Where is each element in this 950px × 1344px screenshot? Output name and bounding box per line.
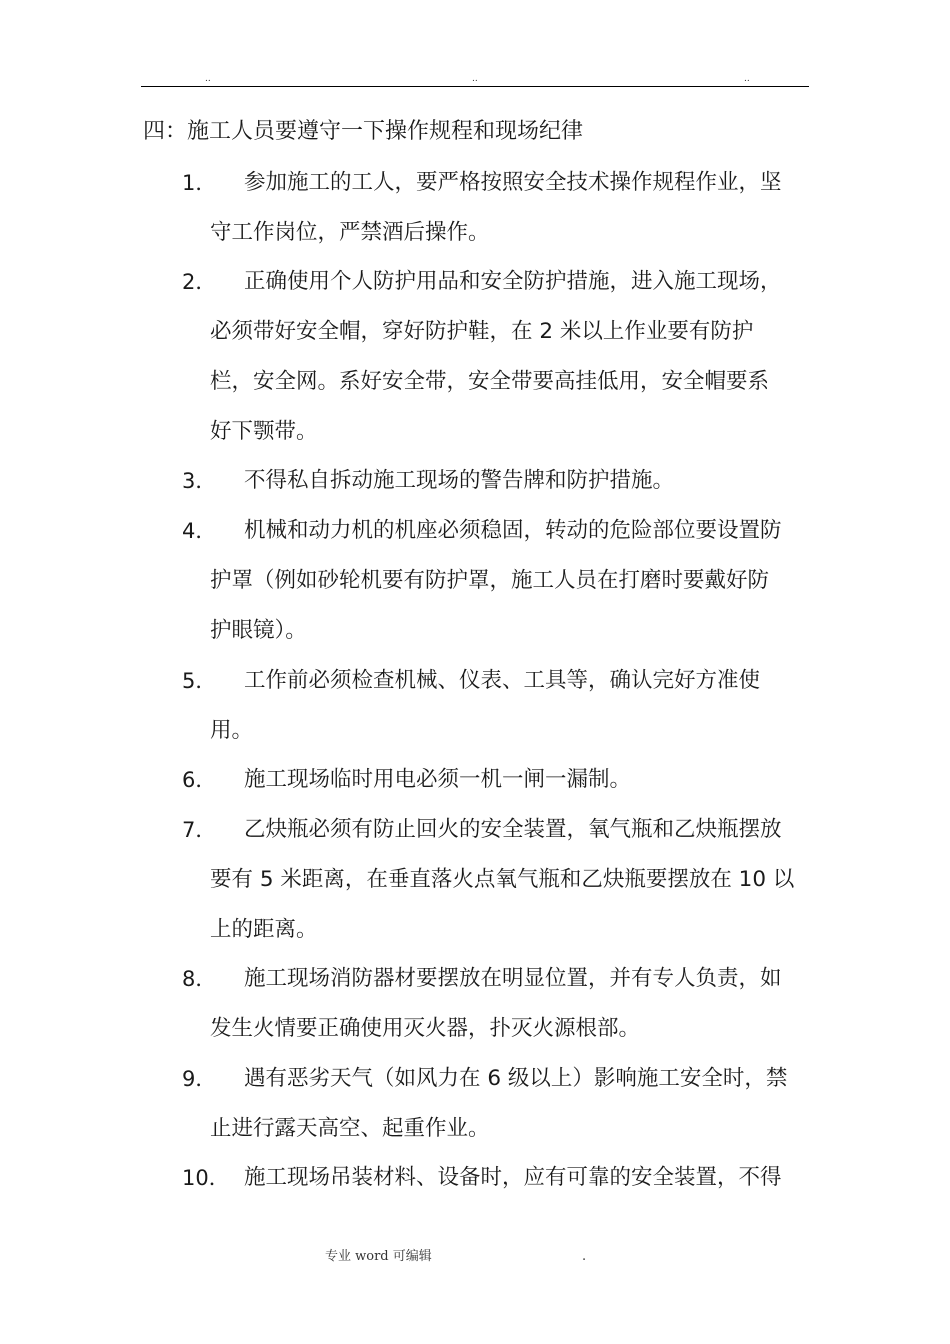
item-number: 3． bbox=[182, 469, 217, 493]
item-text-line: 工作前必须检查机械、仪表、工具等，确认完好方准使 bbox=[244, 668, 761, 693]
item-text-line: 遇有恶劣天气（如风力在 6 级以上）影响施工安全时，禁 bbox=[244, 1066, 788, 1091]
item-text-line: 要有 5 米距离，在垂直落火点氧气瓶和乙炔瓶要摆放在 10 以 bbox=[210, 867, 795, 892]
item-text-line: 守工作岗位，严禁酒后操作。 bbox=[210, 220, 490, 245]
section-title: 四：施工人员要遵守一下操作规程和现场纪律 bbox=[143, 119, 584, 144]
item-number: 8． bbox=[182, 967, 217, 991]
item-number: 10． bbox=[182, 1166, 230, 1190]
footer-label: 专业 word 可编辑 bbox=[325, 1249, 432, 1264]
header-rule bbox=[141, 86, 809, 87]
item-text-line: 止进行露天高空、起重作业。 bbox=[210, 1116, 490, 1141]
item-text-line: 不得私自拆动施工现场的警告牌和防护措施。 bbox=[244, 468, 675, 493]
item-text-line: 施工现场临时用电必须一机一闸一漏制。 bbox=[244, 767, 632, 792]
item-text-line: 施工现场消防器材要摆放在明显位置，并有专人负责，如 bbox=[244, 966, 782, 991]
header-mark-left: .. bbox=[205, 74, 211, 84]
item-text-line: 栏，安全网。系好安全带，安全带要高挂低用，安全帽要系 bbox=[210, 369, 770, 394]
item-number: 5． bbox=[182, 669, 217, 693]
item-text-line: 乙炔瓶必须有防止回火的安全装置，氧气瓶和乙炔瓶摆放 bbox=[244, 817, 782, 842]
item-text-line: 施工现场吊装材料、设备时，应有可靠的安全装置，不得 bbox=[244, 1165, 782, 1190]
header-mark-center: .. bbox=[472, 74, 478, 84]
item-text-line: 好下颚带。 bbox=[210, 419, 318, 444]
item-text-line: 用。 bbox=[210, 718, 254, 743]
footer-mark: . bbox=[582, 1249, 587, 1264]
item-number: 7． bbox=[182, 818, 217, 842]
item-number: 4． bbox=[182, 519, 217, 543]
item-text-line: 正确使用个人防护用品和安全防护措施，进入施工现场， bbox=[244, 269, 782, 294]
item-number: 6． bbox=[182, 768, 217, 792]
item-number: 2． bbox=[182, 270, 217, 294]
item-text-line: 护眼镜）。 bbox=[210, 618, 307, 643]
item-number: 1． bbox=[182, 171, 217, 195]
item-text-line: 参加施工的工人，要严格按照安全技术操作规程作业，坚 bbox=[244, 170, 782, 195]
item-text-line: 护罩（例如砂轮机要有防护罩，施工人员在打磨时要戴好防 bbox=[210, 568, 770, 593]
item-text-line: 必须带好安全帽，穿好防护鞋，在 2 米以上作业要有防护 bbox=[210, 319, 754, 344]
item-number: 9． bbox=[182, 1067, 217, 1091]
item-text-line: 机械和动力机的机座必须稳固，转动的危险部位要设置防 bbox=[244, 518, 782, 543]
header-mark-right: .. bbox=[744, 74, 750, 84]
item-text-line: 发生火情要正确使用灭火器，扑灭火源根部。 bbox=[210, 1016, 641, 1041]
item-text-line: 上的距离。 bbox=[210, 917, 318, 942]
